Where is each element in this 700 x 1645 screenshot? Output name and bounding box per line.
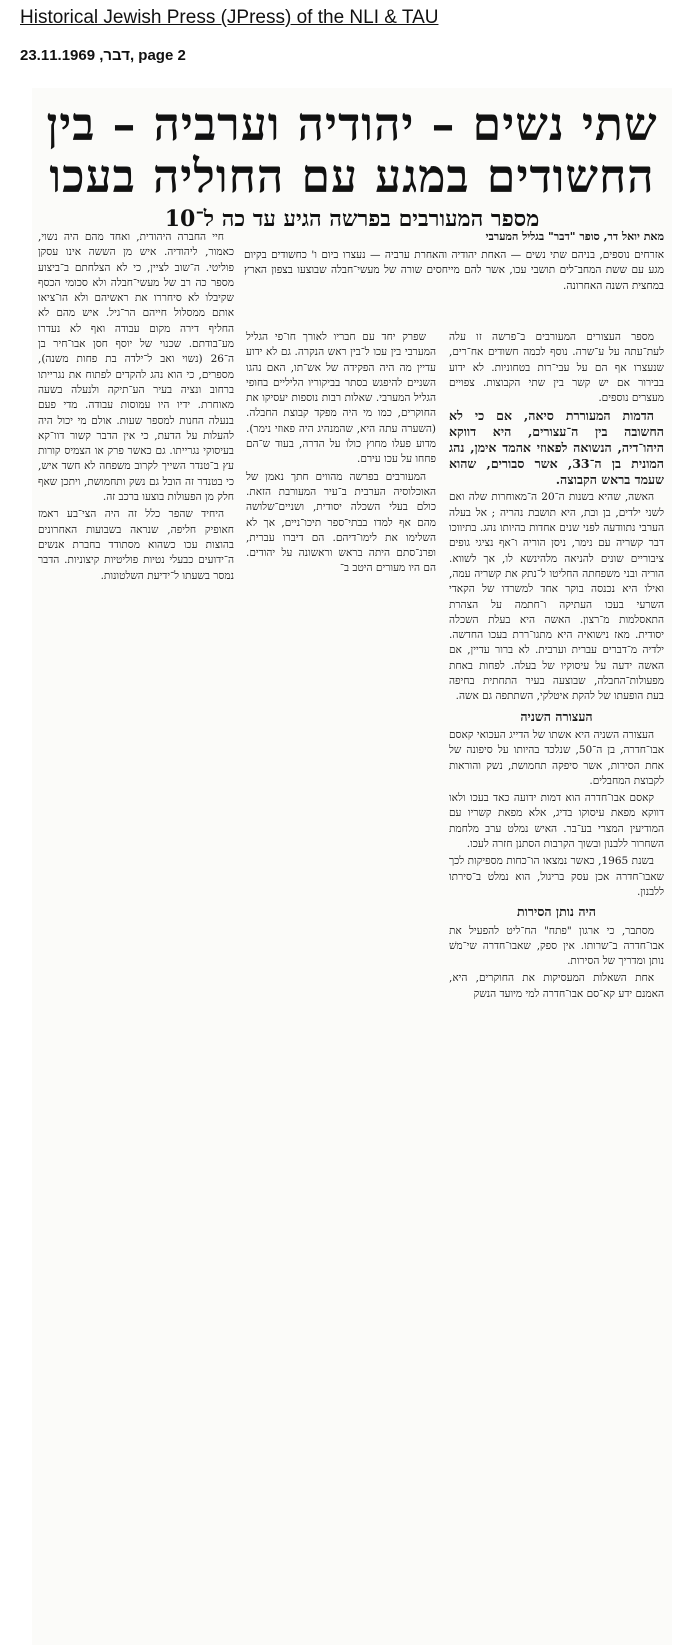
newspaper-clipping (32, 88, 672, 1645)
column-right (449, 330, 664, 1004)
paragraph: אחת השאלות המעסיקות את החוקרים, היא, האמנם ידע קא־סם אבו־חדרה למי מיועד הנשק (449, 972, 664, 1000)
paragraph: היחיד שהפר כלל זה היה הצי־בע ראמז חאופיק חליפה, שנראה בשבועות האחרונים בהוצות עכו כשהוא מסתודד בחברת אנשים ה־ידועים כבעלי נטיות פוליטיות קיצוניות. הדבר נמסר בשעתו ל־ידיעת השלטונות. (38, 508, 234, 582)
paragraph-lead: הדמות המעוררת סיאה, אם כי לא החשובה בין ה־עצורים, היא דווקא היהו־דיה, הנשואה לפאוזי אהמד אימן, נהג המונית בן ה־33, אשר סבורים, שהוא שעמד בראש הקבוצה. (449, 408, 664, 488)
article-body (40, 230, 664, 1645)
paragraph: מסתבר, כי ארגון "פתח" הח־ליט להפעיל את אבו־חדרה ב־שרותו. אין ספק, שאבו־חדרה שי־משׁ נותן ומדריך של הסירות. (449, 924, 664, 968)
headline-line-2: החשודים במגע עם החוליה בעכו (49, 149, 655, 203)
headline-line-1: שתי נשים – יהודיה וערביה – בין (46, 97, 658, 151)
paragraph: קאסם אבו־חדרה הוא דמות ידועה כאד בעכו ולאו דווקא מפאת עיסוקו בדיג, אלא מפאת קשריו עם המודיעין המצרי בע־בר. האיש נמלט ערב מלחמת השחרור ללבנון ובשוך הקרבות הסתנן חזרה לעכו. (449, 792, 664, 851)
section-heading: היה נותן הסירות (517, 904, 596, 920)
page-header (0, 0, 700, 65)
site-title-link[interactable]: Historical Jewish Press (JPress) of the NLI & TAU (20, 7, 439, 28)
paragraph: המעורבים בפרשה מהווים חתך נאמן של האוכלוסיה הערבית ב־עיר המעורבת הזאת. כולם בעלי השכלה יסודית, ושניים־שלושה מהם אף למדו בבתי־ספר תיכו־ניים, אך לא השלימו את לימו־דיהם. הם דיברו עברית, ופרנ־סתם היתה בראש וראשונה על יהודים. הם היו מעורים היטב ב־ (246, 470, 436, 575)
paragraph: בשנת 1965, כאשר נמצאו הו־כחות מספיקות לכך שאבו־חדרה אכן עסק בריגול, הוא נמלט ב־סירתו ללבנון. (449, 855, 664, 898)
intro-paragraph: אזרחים נוספים, בניהם שתי נשים — האחת יהודיה והאחרת ערביה — נעצרו ביום ו' כחשודים בקיום מגע עם ששת המחב־לים תושבי עכו, אשר להם מייחסים שורה של מעשי־חבלה שבוצעו בצפון הארץ במחצית השנה האחרונה. (244, 249, 664, 292)
column-left (38, 230, 234, 586)
column-middle (246, 330, 436, 579)
issue-info: דבר, 23.11.1969, page 2 (20, 47, 186, 64)
paragraph: האשה, שהיא בשנות ה־20 ה־מאוחרות שלה ואם לשני ילדים, בן ובת, היא תושבת נהריה ; אל בעלה הערבי נתוודעה לפני שנים אחדות בהיותו נהג. בתיווכו דבר קשריה עם נימר, ניסן הוריה ו־אף נציגי גופים ציבוריים שונים להניאה מלהינשא לו, אך לשווא. הוריה ובני משפחתה החליטו ל־נתק את קשריה עמה, ואילו היא נכנסה בוקר אחד למשרדו של הקאדי השרעי בעכו העתיקה ו־חתמה על הצהרת התאסלמות מ־רצון. האשה היא בעלת השכלה יסודית. מאז נישואיה היא מתגו־ררת בעכו החדשה. ילדיה מ־דברים עברית וערבית. לא ברור עדיין, אם האשה ידעה על עיסוקיו של בעלה. לפחות באחת מפעולות־החבלה, שבוצעה בעיר התחתית בחיפה בעת הופעתו של להקת איטלקי, השתתפה גם אשה. (449, 491, 664, 703)
subheadline: מספר המעורבים בפרשה הגיע עד כה ל־10 (164, 206, 540, 232)
paragraph: העצורה השניה היא אשתו של הדייג העכואי קאסם אבו־חדרה, בן ה־50, שנלכד בהיותו על סיפונה של אחת הסירות, אשר סיפקה תחמושת, נשק והוראות לקבוצת המחבלים. (449, 728, 665, 787)
byline: מאת יואל דר, סופר "דבר" בגליל המערבי (485, 230, 664, 243)
paragraph: שפרק יחד עם חבריו לאורך חו־פי הגליל המערבי בין עכו ל־בין ראש הנקרה. גם לא ידוע עדיין מה היה הפקידה של אש־תו, האם נהגו השניים להיפגש בסתר בביקוריו הליליים בחופי הגליל המערבי. שאלות רבות נוספות יעסיקו את החוקרים, כמו מי היה מפקד קבוצת החבלה. (השערה עתה היא, שהמנהיג היה פאוזי נימר). מדוע פעלו מחוץ כולו על הדרה, בעוד ש־הם פחחו על עכו עירם. (246, 331, 436, 466)
paragraph: מספר העצורים המעורבים ב־פרשה זו עלה לעת־עתה על ע־שרה. נוסף לכמה חשודים אח־רים, שנעצרו אף הם על עבי־רות בטחוניות. לא ידוע בבירור אם יש קשר בין שתי הקבוצות. צפויים מעצרים נוספים. (449, 331, 664, 405)
paragraph: חיי החברה היהודית, ואחד מהם היה נשוי, כאמור, ליהודיה. איש מן הששה אינו עסקן פוליטי. ה־שוב לציין, כי לא הצלחתם ב־ביצוע מספר כה רב של מעשי־חבלה ולא סכומי הכסף שקיבלו לא סיחררו את ראשיהם ולא הו־ציאו אותם ממסלול חייהם הר־גיל. איש מהם לא החליף דירה מקום עבודה ואף לא נעדרו מע־בודתם. שכנוי של יוסף חסן אבו־חיר בן ה־26 (נשוי ואב ל־ילדה בת פחות משנה), מספרים, כי הוא נהג להקדים לפתוח את נגרייתו ברחוב ונציה בעיר הע־תיקה ולנעלה בשעה מאוחרת. ידיו היו עמוסות עבודה. מדי פעם בנעלה החנות למספר שעות. אולם מי יכול היה להעלות על הדעת, כי אין הדבר קשור דוו־קא בעיסוקי נגרייתו. גם כאשר פרק או הצמיס קורות עץ ב־טנדר השייך לקרוב משפחה לא חשד איש, כי בטנדר זה הובל גם נשק ותחמושת, ויתכן שאף חלק מן הפעולות בוצעו ברכב זה. (38, 231, 234, 504)
section-heading: העצורה השניה (520, 708, 593, 724)
